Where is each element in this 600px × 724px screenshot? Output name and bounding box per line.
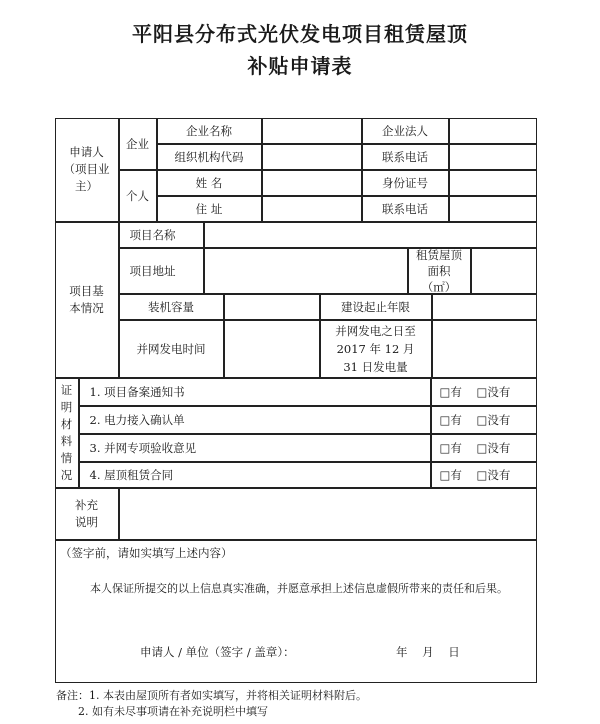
enterprise-name-field[interactable] [262,118,362,144]
name-label-cell [157,170,262,196]
individual-label-cell [119,170,157,222]
id-label: 身份证号 [382,175,428,190]
proof-item-3: 3. 并网专项验收意见 [89,440,197,455]
signature-field[interactable] [312,640,392,664]
roof-area-field[interactable] [471,248,537,294]
grid-time-label: 并网发电时间 [136,341,206,356]
proof-item-3-cell [79,434,431,462]
address-field[interactable] [262,196,362,222]
roof-area-label: 租赁屋顶面积（㎡） [416,247,462,294]
project-label-cell [55,222,119,378]
form-title-line1: 平阳县分布式光伏发电项目租赁屋顶 [132,22,468,46]
form-title-line2: 补贴申请表 [247,54,353,78]
project-name-label: 项目名称 [129,227,176,242]
phone2-label-cell [362,196,449,222]
applicant-label: 申请人（项目业主） [63,145,110,193]
individual-label: 个人 [126,188,149,203]
proof-item-2-cell [79,406,431,434]
individual-phone-field[interactable] [449,196,537,222]
project-label: 项目基本情况 [69,283,104,315]
legal-person-label: 企业法人 [382,123,428,138]
supplement-label: 补充说明 [75,497,98,529]
proof-item-4-checkboxes[interactable] [431,462,537,488]
enterprise-name-label: 企业名称 [186,123,232,138]
pre-sign-note: （签字前，请如实填写上述内容） [60,546,233,560]
date-label: 年 月 日 [396,645,460,659]
id-label-cell [362,170,449,196]
org-code-label-cell [157,144,262,170]
proof-item-2: 2. 电力接入确认单 [89,412,185,427]
project-name-label-cell [119,222,204,248]
org-code-label: 组织机构代码 [174,149,244,164]
proof-label-cell [55,378,79,488]
proof-item-1: 1. 项目备案通知书 [89,384,185,399]
name-field[interactable] [262,170,362,196]
supplement-label-cell [55,488,119,540]
declaration-statement: 本人保证所提交的以上信息真实准确，并愿意承担上述信息虚假所带来的责任和后果。 [90,582,508,595]
enterprise-name-label-cell [157,118,262,144]
applicant-label-cell [55,118,119,222]
power-gen-label-cell [320,320,432,378]
checkbox-yes-no[interactable]: □有 □没有 [439,440,511,455]
checkbox-yes-no[interactable]: □有 □没有 [439,384,511,399]
project-name-field[interactable] [204,222,537,248]
supplement-field[interactable] [119,488,537,540]
proof-item-1-cell [79,378,431,406]
org-code-field[interactable] [262,144,362,170]
phone1-label-cell [362,144,449,170]
proof-label: 证明材料情况 [60,382,73,482]
address-label: 住 址 [195,201,223,216]
proof-item-4-cell [79,462,431,488]
name-label: 姓 名 [195,175,223,190]
power-gen-label: 并网发电之日至2017 年 12 月 31 日发电量 [335,323,416,374]
id-number-field[interactable] [449,170,537,196]
note-line-2: 2. 如有未尽事项请在补充说明栏中填写 [78,705,268,718]
build-period-label-cell [320,294,432,320]
address-label-cell [157,196,262,222]
project-address-label: 项目地址 [129,263,176,278]
grid-time-label-cell [119,320,224,378]
power-gen-field[interactable] [432,320,537,378]
grid-time-field[interactable] [224,320,320,378]
roof-area-label-cell [408,248,471,294]
capacity-field[interactable] [224,294,320,320]
legal-person-field[interactable] [449,118,537,144]
build-period-label: 建设起止年限 [341,299,410,314]
legal-person-label-cell [362,118,449,144]
proof-item-3-checkboxes[interactable] [431,434,537,462]
signature-label: 申请人 / 单位（签字 / 盖章）： [140,645,295,659]
proof-item-2-checkboxes[interactable] [431,406,537,434]
project-address-field[interactable] [204,248,408,294]
note-line-1: 备注：1. 本表由屋顶所有者如实填写，并将相关证明材料附后。 [56,689,367,702]
capacity-label-cell [119,294,224,320]
checkbox-yes-no[interactable]: □有 □没有 [439,412,511,427]
capacity-label: 装机容量 [148,299,194,314]
phone1-label: 联系电话 [382,149,428,164]
enterprise-label: 企业 [126,136,149,151]
proof-item-1-checkboxes[interactable] [431,378,537,406]
phone2-label: 联系电话 [382,201,428,216]
build-period-field[interactable] [432,294,537,320]
project-address-label-cell [119,248,204,294]
enterprise-label-cell [119,118,157,170]
proof-item-4: 4. 屋顶租赁合同 [89,467,174,482]
enterprise-phone-field[interactable] [449,144,537,170]
checkbox-yes-no[interactable]: □有 □没有 [439,467,511,482]
